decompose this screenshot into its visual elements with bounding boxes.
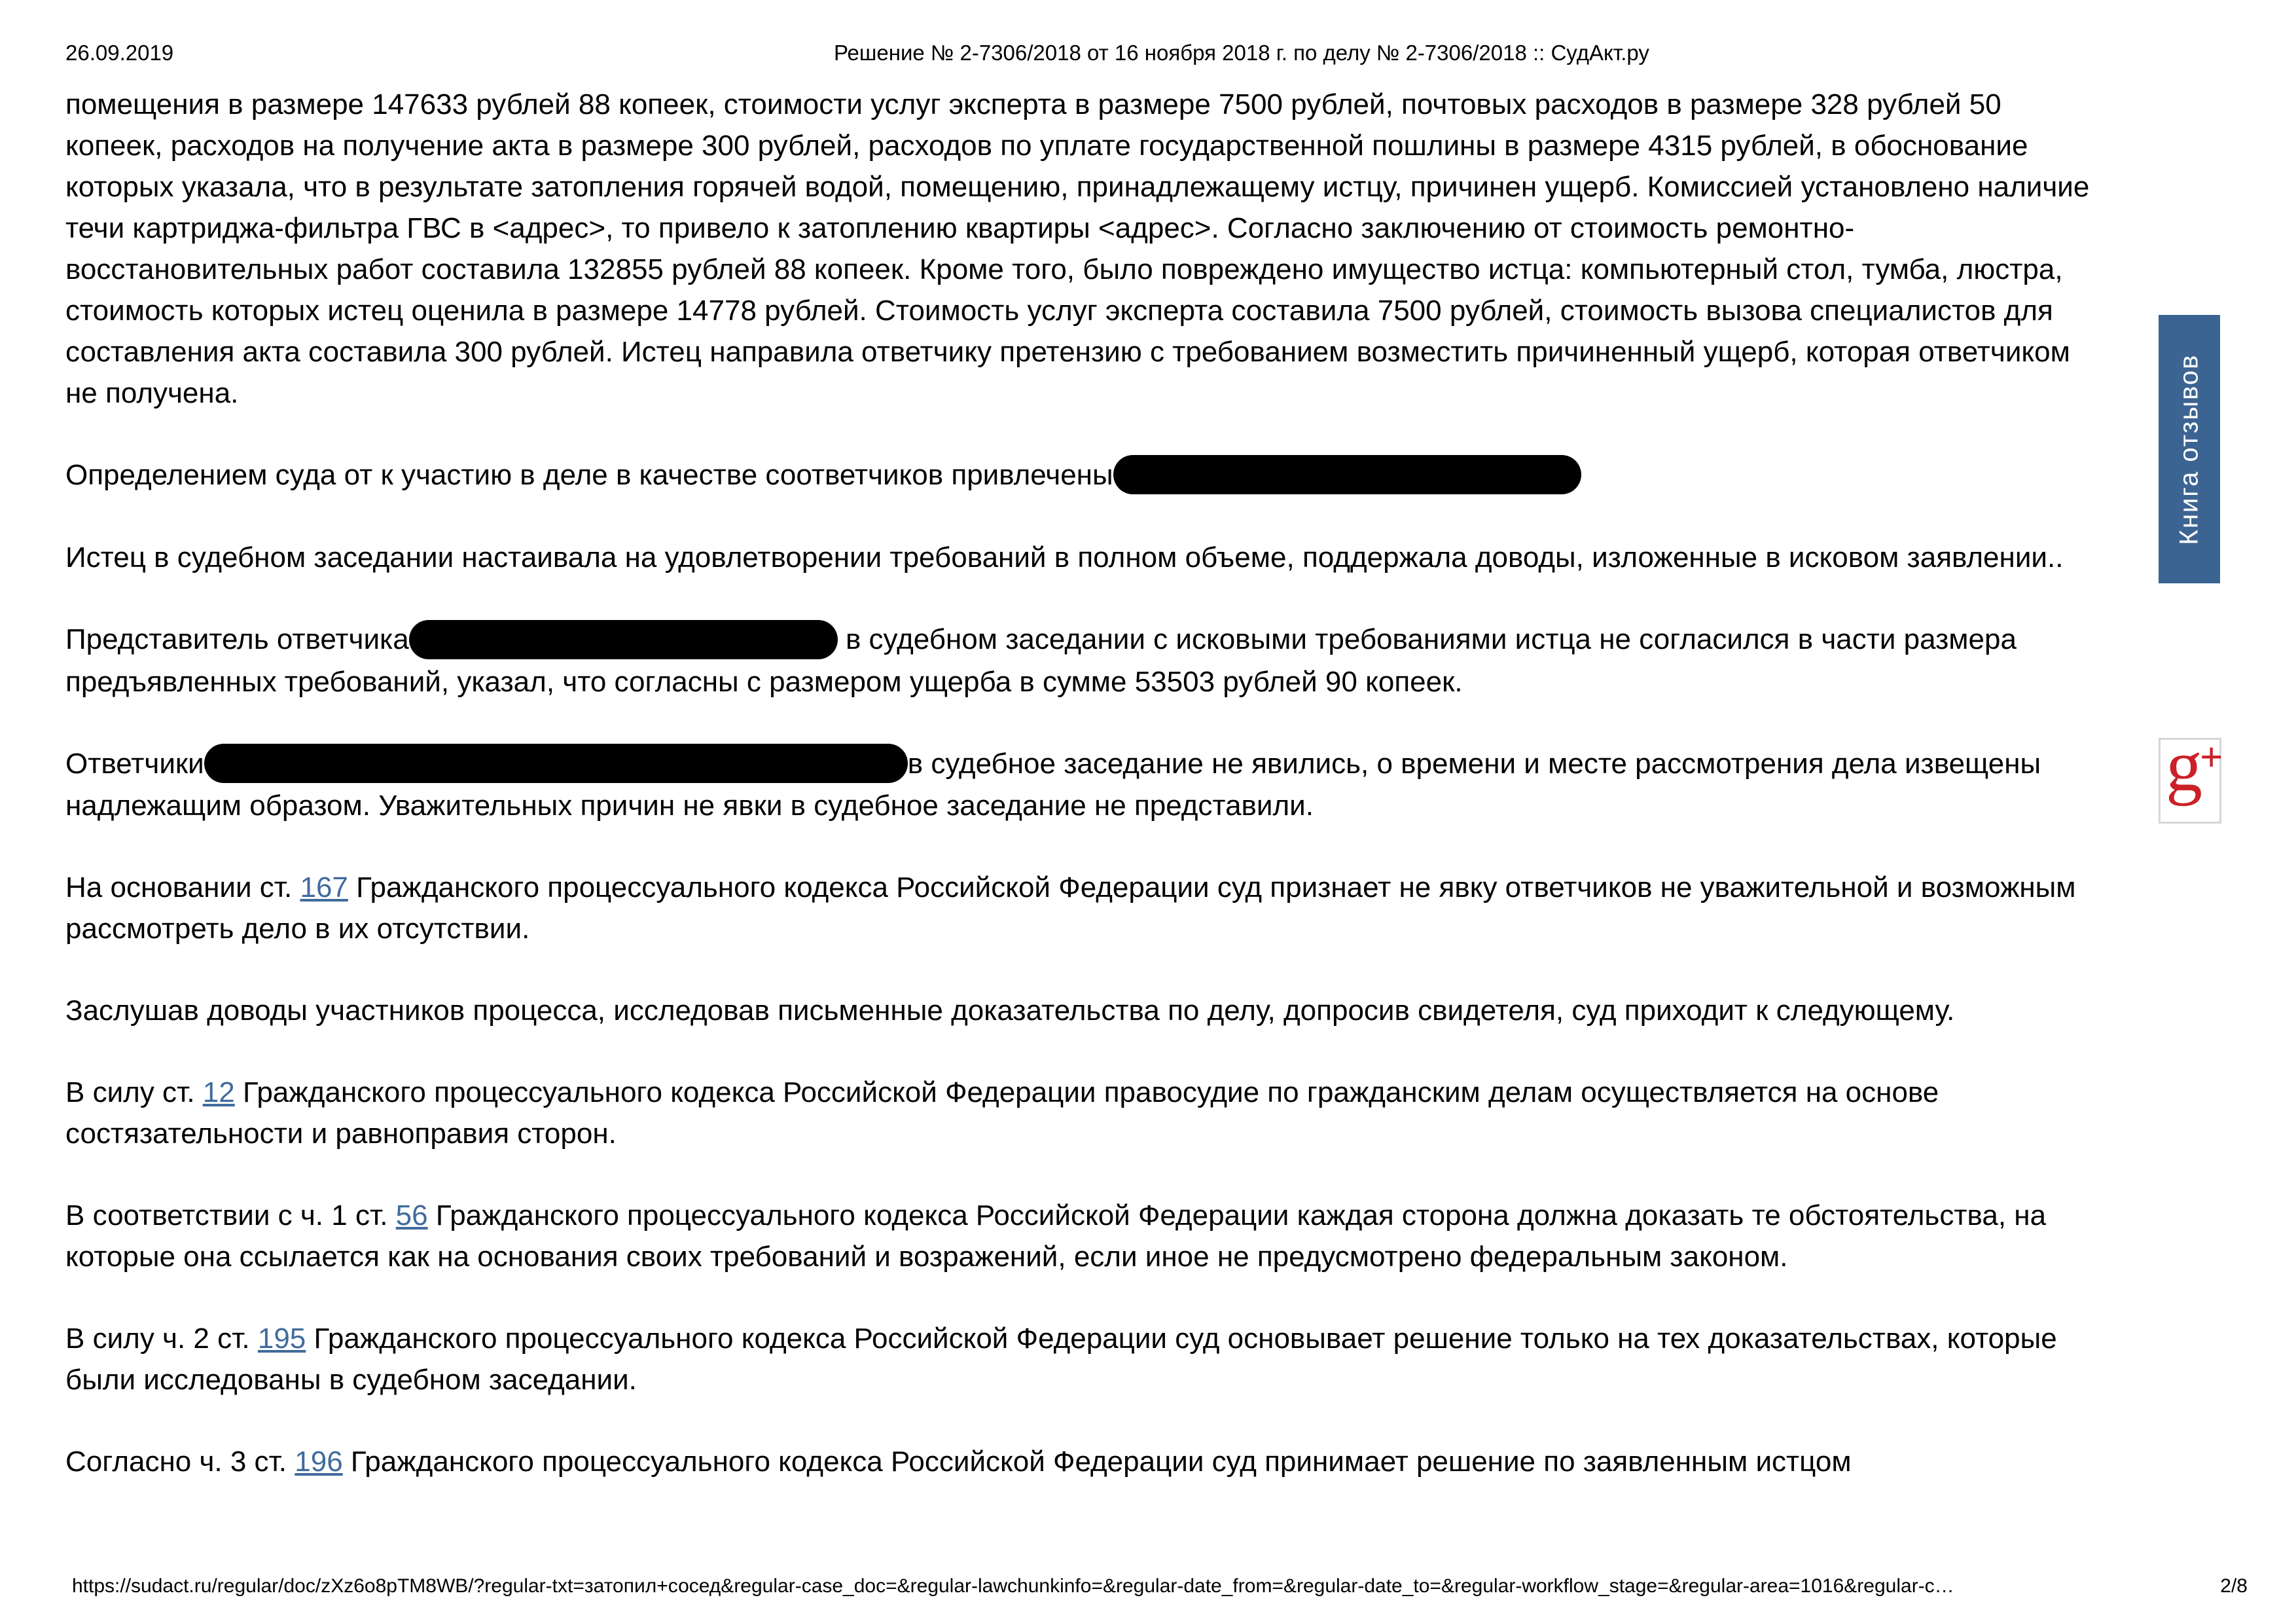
feedback-book-banner[interactable] <box>2159 315 2220 583</box>
paragraph-text: в судебное заседание не явились, о времени и месте рассмотрения дела извещены надлежащим образом. Уважительных причин не явки в судебное заседание не представили. <box>65 747 2041 822</box>
paragraph <box>65 84 2104 414</box>
paragraph-text: Гражданского процессуального кодекса Российской Федерации каждая сторона должна доказать те обстоятельства, на которые она ссылается как на основания своих требований и возражений, если иное не предусмотрено федеральным законом. <box>65 1199 2047 1273</box>
paragraph <box>65 537 2104 578</box>
paragraph-text: Ответчики <box>65 747 204 780</box>
google-plus-icon: g <box>2166 725 2202 807</box>
paragraph <box>65 1441 2104 1482</box>
paragraph-text: В соответствии с ч. 1 ст. <box>65 1199 396 1232</box>
statute-link[interactable]: 167 <box>300 871 348 904</box>
redaction-bar <box>409 620 838 659</box>
redaction-bar <box>204 744 908 783</box>
paragraph-text: Представитель ответчика <box>65 623 409 656</box>
paragraph-text: помещения в размере 147633 рублей 88 копеек, стоимости услуг эксперта в размере 7500 рублей, почтовых расходов в размере 328 рублей 50 копеек, расходов на получение акта в размере 300 рублей, расходов по уплате государственной пошлины в размере 4315 рублей, в обоснование которых указала, что в результате затопления горячей водой, помещению, принадлежащему истцу, причинен ущерб. Комиссией установлено наличие течи картриджа-фильтра ГВС в <адрес>, то привело к затоплению квартиры <адрес>. Согласно заключению от стоимость ремонтно-восстановительных работ составила 132855 рублей 88 копеек. Кроме того, было повреждено имущество истца: компьютерный стол, тумба, люстра, стоимость которых истец оценила в размере 14778 рублей. Стоимость услуг эксперта составила 7500 рублей, стоимость вызова специалистов для составления акта составила 300 рублей. Истец направила ответчику претензию с требованием возместить причиненный ущерб, которая ответчиком не получена. <box>65 88 2090 409</box>
paragraph-text: Гражданского процессуального кодекса Российской Федерации суд признает не явку ответчиков не уважительной и возможным рассмотреть дело в их отсутствии. <box>65 871 2076 945</box>
paragraph-text: В силу ст. <box>65 1076 203 1109</box>
feedback-book-banner-label: Книга отзывов <box>2174 354 2204 545</box>
paragraph-text: Гражданского процессуального кодекса Российской Федерации правосудие по гражданским делам осуществляется на основе состязательности и равноправия сторон. <box>65 1076 1939 1150</box>
paragraph-text: Гражданского процессуального кодекса Российской Федерации суд основывает решение только на тех доказательствах, которые были исследованы в судебном заседании. <box>65 1322 2057 1396</box>
paragraph-text: в судебном заседании с исковыми требованиями истца не согласился в части размера предъявленных требований, указал, что согласны с размером ущерба в сумме 53503 рублей 90 копеек. <box>65 623 2017 698</box>
statute-link[interactable]: 12 <box>202 1076 235 1109</box>
document-body <box>65 84 2104 1523</box>
paragraph <box>65 1195 2104 1277</box>
paragraph-text: Гражданского процессуального кодекса Российской Федерации суд принимает решение по заявленным истцом <box>342 1446 1852 1478</box>
paragraph-text: На основании ст. <box>65 871 300 904</box>
paragraph-text: Заслушав доводы участников процесса, исследовав письменные доказательства по делу, допросив свидетеля, суд приходит к следующему. <box>65 994 1955 1027</box>
paragraph-text: Определением суда от к участию в деле в качестве соответчиков привлечены <box>65 459 1113 491</box>
paragraph-text: В силу ч. 2 ст. <box>65 1322 258 1355</box>
statute-link[interactable]: 56 <box>395 1199 428 1232</box>
paragraph-text: Истец в судебном заседании настаивала на удовлетворении требований в полном объеме, поддержала доводы, изложенные в исковом заявлении.. <box>65 541 2064 574</box>
page-title: Решение № 2-7306/2018 от 16 ноября 2018 г. по делу № 2-7306/2018 :: СудАкт.ру <box>834 41 1649 65</box>
print-footer-page-indicator: 2/8 <box>2220 1575 2248 1597</box>
paragraph <box>65 1072 2104 1154</box>
print-header-date: 26.09.2019 <box>65 41 174 65</box>
statute-link[interactable]: 195 <box>257 1322 306 1355</box>
paragraph-text: Согласно ч. 3 ст. <box>65 1446 295 1478</box>
paragraph <box>65 1318 2104 1400</box>
paragraph <box>65 743 2104 826</box>
google-plus-button[interactable] <box>2159 725 2223 824</box>
google-plus-icon-plus: + <box>2200 735 2223 780</box>
redaction-bar <box>1113 455 1581 494</box>
paragraph <box>65 867 2104 949</box>
paragraph <box>65 990 2104 1031</box>
print-footer-url: https://sudact.ru/regular/doc/zXz6o8pTM8WB/?regular-txt=затопил+сосед&regular-case_doc=&regular-lawchunkinfo=&regular-date_from=&regular-date_to=&regular-workflow_stage=&regular-area=1016&regular-c… <box>72 1575 1954 1597</box>
paragraph <box>65 454 2104 496</box>
statute-link[interactable]: 196 <box>295 1446 343 1478</box>
paragraph <box>65 619 2104 702</box>
